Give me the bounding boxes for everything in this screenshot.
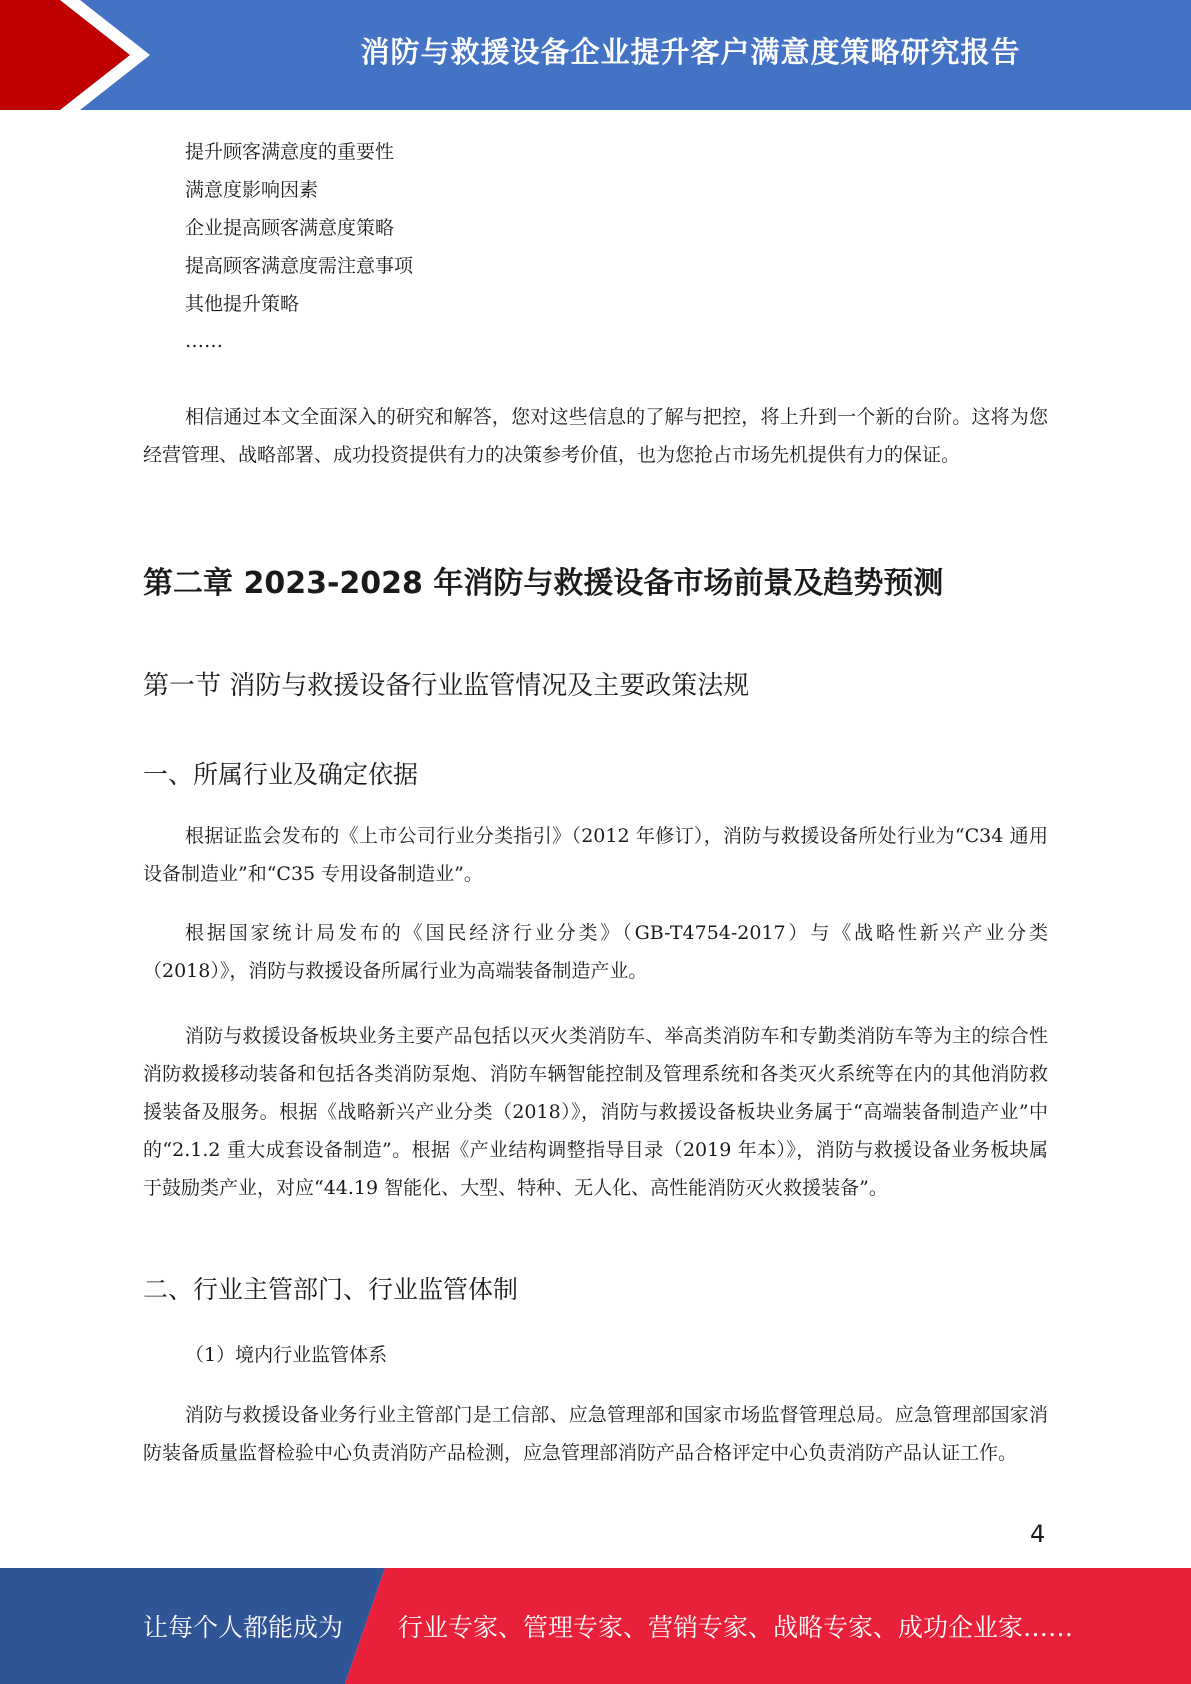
toc-item: 提高顾客满意度需注意事项 (185, 255, 414, 277)
page-footer (0, 1568, 1191, 1684)
list-item: （1）境内行业监管体系 (185, 1344, 388, 1366)
toc-item: …… (185, 330, 223, 352)
body-paragraph: 消防与救援设备业务行业主管部门是工信部、应急管理部和国家市场监督管理总局。应急管理部国家消防装备质量监督检验中心负责消防产品检测，应急管理部消防产品合格评定中心负责消防产品认证工作。 (143, 1404, 1048, 1464)
chapter-title: 第二章 2023-2028 年消防与救援设备市场前景及趋势预测 (143, 566, 944, 601)
header-arrow-decoration (0, 0, 200, 110)
body-paragraph: 消防与救援设备板块业务主要产品包括以灭火类消防车、举高类消防车和专勤类消防车等为主的综合性消防救援移动装备和包括各类消防泵炮、消防车辆智能控制及管理系统和各类灭火系统等在内的其他消防救援装备及服务。根据《战略新兴产业分类（2018）》，消防与救援设备板块业务属于“高端装备制造产业”中的“2.1.2 重大成套设备制造”。根据《产业结构调整指导目录（2019 年本）》，消防与救援设备业务板块属于鼓励类产业，对应“44.19 智能化、大型、特种、无人化、高性能消防灭火救援装备”。 (143, 1025, 1048, 1199)
toc-item: 满意度影响因素 (185, 179, 319, 201)
header-title: 消防与救援设备企业提升客户满意度策略研究报告 (360, 34, 1021, 69)
body-paragraph: 根据证监会发布的《上市公司行业分类指引》（2012 年修订），消防与救援设备所处行业为“C34 通用设备制造业”和“C35 专用设备制造业”。 (143, 825, 1048, 885)
intro-paragraph: 相信通过本文全面深入的研究和解答，您对这些信息的了解与把控，将上升到一个新的台阶。这将为您经营管理、战略部署、成功投资提供有力的决策参考价值，也为您抢占市场先机提供有力的保证。 (143, 406, 1048, 466)
footer-slogan-right: 行业专家、管理专家、营销专家、战略专家、成功企业家…… (398, 1613, 1074, 1642)
subsection-title: 二、行业主管部门、行业监管体制 (143, 1275, 519, 1304)
toc-item: 提升顾客满意度的重要性 (185, 141, 395, 163)
toc-item: 企业提高顾客满意度策略 (185, 217, 395, 239)
toc-item: 其他提升策略 (185, 293, 300, 315)
body-paragraph: 根据国家统计局发布的《国民经济行业分类》（GB-T4754-2017）与《战略性新兴产业分类（2018）》，消防与救援设备所属行业为高端装备制造产业。 (143, 922, 1048, 982)
footer-slogan-left: 让每个人都能成为 (143, 1613, 344, 1642)
page-header (0, 0, 1191, 110)
subsection-title: 一、所属行业及确定依据 (143, 760, 419, 789)
page-number: 4 (1030, 1520, 1046, 1548)
section-title: 第一节 消防与救援设备行业监管情况及主要政策法规 (143, 671, 750, 701)
